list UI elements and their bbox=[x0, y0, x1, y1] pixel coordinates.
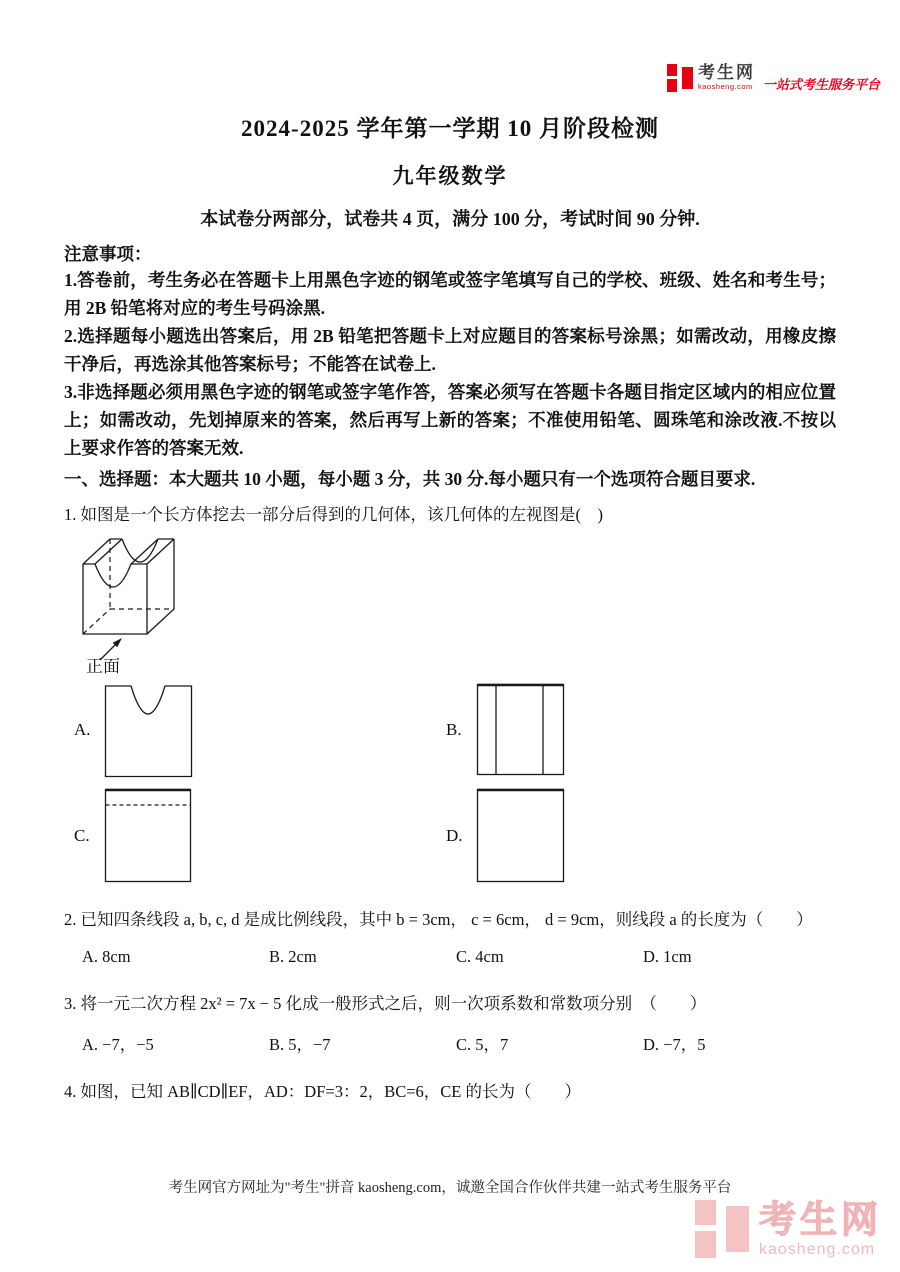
kaosheng-watermark bbox=[695, 1200, 882, 1262]
q2-option-c: C. 4cm bbox=[456, 947, 504, 966]
q1-option-a bbox=[64, 681, 436, 778]
brand-tagline: 一站式考生服务平台 bbox=[762, 77, 880, 92]
q1-option-d-figure bbox=[476, 788, 565, 883]
q3-equation: 2x² = 7x − 5 bbox=[200, 994, 282, 1013]
page-title: 2024-2025 学年第一学期 10 月阶段检测 bbox=[241, 116, 659, 141]
q1-solid-figure bbox=[80, 532, 836, 679]
q2-option-a: A. 8cm bbox=[82, 947, 131, 966]
q1-option-d bbox=[436, 788, 836, 883]
q2-options bbox=[82, 947, 836, 967]
q1-options bbox=[64, 681, 836, 883]
q3-option-b: B. 5，−7 bbox=[269, 1035, 331, 1054]
section-1-heading: 一、选择题：本大题共 10 小题，每小题 3 分，共 30 分.每小题只有一个选项符合题目要求. bbox=[64, 469, 756, 489]
notice-item-3: 3.非选择题必须用黑色字迹的钢笔或签字笔作答，答案必须写在答题卡各题目指定区域内的相应位置上；如需改动，先划掉原来的答案，然后再写上新的答案；不准使用铅笔、圆珠笔和涂改液.不按以上要求作答的答案无效. bbox=[64, 382, 836, 458]
question-4 bbox=[64, 1079, 836, 1105]
q3-options bbox=[82, 1031, 836, 1055]
q1-option-d-label: D. bbox=[446, 825, 463, 845]
page-subtitle: 九年级数学 bbox=[392, 164, 508, 188]
cuboid-with-groove-figure bbox=[80, 532, 195, 674]
q2-option-d: D. 1cm bbox=[643, 947, 692, 966]
q1-option-a-figure bbox=[104, 681, 193, 778]
notice-item-2: 2.选择题每小题选出答案后，用 2B 铅笔把答题卡上对应题目的答案标号涂黑；如需改动，用橡皮擦干净后，再选涂其他答案标号；不能答在试卷上. bbox=[64, 326, 836, 374]
q1-option-c-label: C. bbox=[74, 825, 90, 845]
q3-text-suffix: 化成一般形式之后，则一次项系数和常数项分别 （ ） bbox=[281, 994, 707, 1013]
question-4-text: 4. 如图，已知 AB∥CD∥EF，AD：DF=3：2，BC=6，CE 的长为（ ） bbox=[64, 1082, 581, 1101]
question-3 bbox=[64, 991, 836, 1055]
question-2 bbox=[64, 907, 836, 967]
brand-name: 考生网 bbox=[697, 63, 755, 82]
notice-item-1: 1.答卷前，考生务必在答题卡上用黑色字迹的钢笔或签字笔填写自己的学校、班级、姓名和考生号；用 2B 铅笔将对应的考生号码涂黑. bbox=[64, 270, 836, 318]
q1-option-c-figure bbox=[104, 788, 192, 883]
question-1-text: 1. 如图是一个长方体挖去一部分后得到的几何体，该几何体的左视图是( ) bbox=[64, 505, 603, 524]
notice-heading: 注意事项： bbox=[64, 244, 152, 264]
q2-option-b: B. 2cm bbox=[269, 947, 317, 966]
question-2-text: 2. 已知四条线段 a, b, c, d 是成比例线段，其中 b = 3cm， c = 6cm， d = 9cm，则线段 a 的长度为（ ） bbox=[64, 910, 813, 929]
q3-option-d: D. −7，5 bbox=[643, 1035, 706, 1054]
footer-text: 考生网官方网址为"考生"拼音 kaosheng.com，诚邀全国合作伙伴共建一站式考生服务平台 bbox=[168, 1180, 732, 1196]
q1-option-b bbox=[436, 681, 836, 778]
brand-domain: kaosheng.com bbox=[697, 82, 753, 91]
q1-option-b-figure bbox=[476, 683, 565, 776]
q3-option-c: C. 5，7 bbox=[456, 1035, 509, 1054]
kaosheng-watermark-logo-icon bbox=[695, 1200, 749, 1262]
q1-option-b-label: B. bbox=[446, 719, 462, 739]
q3-option-a: A. −7，−5 bbox=[82, 1035, 154, 1054]
exam-info: 本试卷分两部分，试卷共 4 页，满分 100 分，考试时间 90 分钟. bbox=[200, 209, 700, 229]
question-1 bbox=[64, 502, 836, 883]
q1-figure-label: 正面 bbox=[86, 657, 120, 674]
watermark-brand-domain: kaosheng.com bbox=[759, 1241, 876, 1258]
q3-text-prefix: 3. 将一元二次方程 bbox=[64, 994, 201, 1013]
watermark-brand-name: 考生网 bbox=[759, 1199, 882, 1240]
q1-option-c bbox=[64, 788, 436, 883]
q1-option-a-label: A. bbox=[74, 719, 91, 739]
question-3-text bbox=[64, 991, 836, 1017]
